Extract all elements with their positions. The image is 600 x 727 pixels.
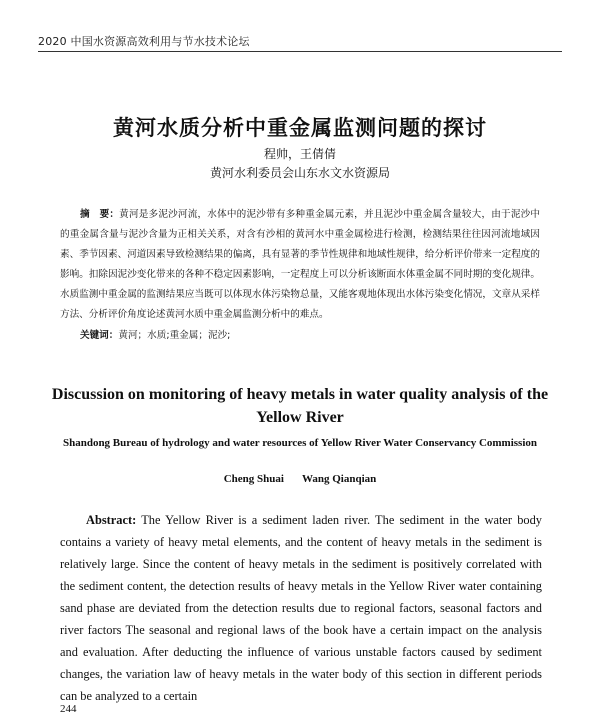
page-number: 244 [60,703,77,715]
english-author-2: Wang Qianqian [301,473,377,485]
english-abstract-label: Abstract: [86,513,137,527]
chinese-authors: 程帅，王倩倩 [263,147,336,161]
english-author-1: Cheng Shuai [223,473,284,485]
english-title: Discussion on monitoring of heavy metals in water quality analysis of the Yellow River [51,386,549,426]
chinese-abstract [60,205,540,325]
running-header: 2020 中国水资源高效利用与节水技术论坛 [38,35,250,48]
chinese-title: 黄河水质分析中重金属监测问题的探讨 [113,116,487,140]
header-rule [38,51,562,52]
chinese-keywords-label: 关键词： [80,330,119,341]
english-authors [0,473,600,485]
chinese-keywords [80,327,230,341]
english-abstract [60,509,542,707]
chinese-abstract-text: 黄河是多泥沙河流，水体中的泥沙带有多种重金属元素，并且泥沙中重金属含量较大，由于泥沙中的重金属含量与泥沙含量为正相关关系，对含有沙相的黄河水中重金属检进行检测，检测结果往往因河流地域因素、季节因素、河道因素导致检测结果的偏离，具有显著的季节性规律和地域性规律，给分析评价带来一定程度的影响。扣除因泥沙变化带来的各种不稳定因素影响，一定程度上可以分析该断面水体重金属不同时期的变化规律。水质监测中重金属的监测结果应当既可以体现水体污染物总量，又能客观地体现出水体污染变化情况，文章从采样方法、分析评价角度论述黄河水质中重金属监测分析中的难点。 [60,209,541,320]
english-abstract-text: The Yellow River is a sediment laden river. The sediment in the water body contains a variety of heavy metal elements, and the content of heavy metals in the sediment is relatively large. Since the content of heavy metals in the sediment is positively correlated with the sediment content, the detection results of heavy metals in the Yellow River water containing sand phase are deviated from the detection results due to regional factors, seasonal factors and river factors The seasonal and regional laws of the book have a certain impact on the analysis and evaluation. After deducting the influence of various unstable factors caused by sediment changes, the variation law of heavy metals in the water body of this section in different periods can be analyzed to a certain [60,513,542,703]
english-affiliation: Shandong Bureau of hydrology and water resources of Yellow River Water Conservancy Commission [62,437,538,449]
chinese-abstract-label: 摘 要： [80,209,120,220]
chinese-keywords-text: 黄河；水质;重金属；泥沙; [118,330,231,341]
chinese-affiliation: 黄河水利委员会山东水文水资源局 [209,166,390,180]
